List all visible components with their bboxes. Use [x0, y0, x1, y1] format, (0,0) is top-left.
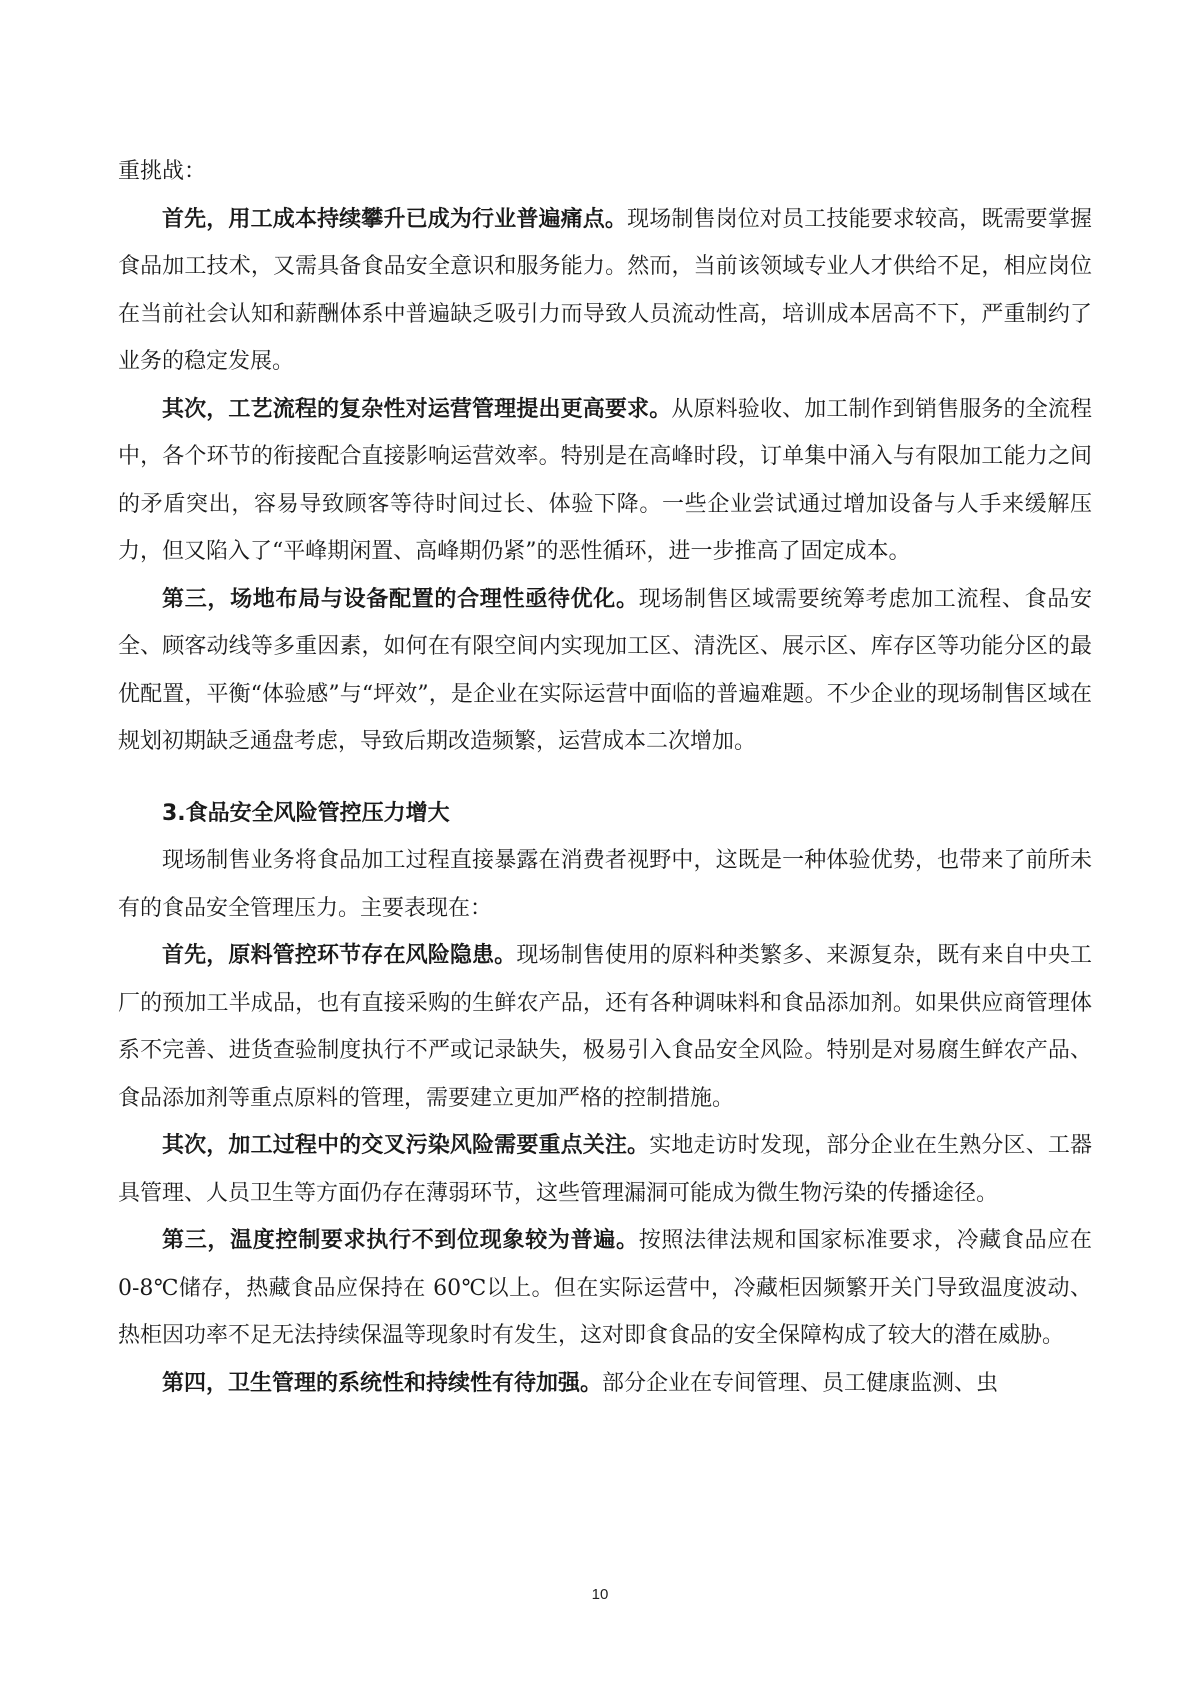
paragraph — [118, 1217, 1092, 1360]
paragraph-text: 现场制售使用的原料种类繁多、来源复杂，既有来自中央工厂的预加工半成品，也有直接采购的生鲜农产品，还有各种调味料和食品添加剂。如果供应商管理体系不完善、进货查验制度执行不严或记录缺失，极易引入食品安全风险。特别是对易腐生鲜农产品、食品添加剂等重点原料的管理，需要建立更加严格的控制措施。 — [118, 943, 1092, 1111]
paragraph-text: 实地走访时发现，部分企业在生熟分区、工器具管理、人员卫生等方面仍存在薄弱环节，这些管理漏洞可能成为微生物污染的传播途径。 — [118, 1133, 1092, 1206]
paragraph — [118, 576, 1092, 766]
paragraph — [118, 1360, 1092, 1408]
paragraph — [118, 148, 1092, 196]
paragraph-lead: 第三，场地布局与设备配置的合理性亟待优化。 — [162, 586, 639, 612]
paragraph — [118, 837, 1092, 932]
paragraph-lead: 其次，工艺流程的复杂性对运营管理提出更高要求。 — [162, 396, 672, 422]
paragraph-text: 按照法律法规和国家标准要求，冷藏食品应在 0-8℃储存，热藏食品应保持在 60℃以上。但在实际运营中，冷藏柜因频繁开关门导致温度波动、热柜因功率不足无法持续保温等现象时有发生，这对即食食品的安全保障构成了较大的潜在威胁。 — [118, 1228, 1092, 1348]
paragraph — [118, 386, 1092, 576]
paragraph — [118, 932, 1092, 1122]
paragraph-lead: 其次，加工过程中的交叉污染风险需要重点关注。 — [162, 1133, 650, 1158]
page-number: 10 — [591, 1586, 609, 1603]
paragraph — [118, 196, 1092, 386]
paragraph-text: 重挑战： — [118, 159, 207, 184]
paragraph-lead: 首先，用工成本持续攀升已成为行业普遍痛点。 — [162, 206, 628, 232]
paragraph-lead: 首先，原料管控环节存在风险隐患。 — [162, 943, 517, 968]
paragraph-lead: 第四，卫生管理的系统性和持续性有待加强。 — [162, 1370, 603, 1396]
paragraph-text: 现场制售区域需要统筹考虑加工流程、食品安全、顾客动线等多重因素，如何在有限空间内实现加工区、清洗区、展示区、库存区等功能分区的最优配置，平衡“体验感”与“坪效”，是企业在实际运营中面临的普遍难题。不少企业的现场制售区域在规划初期缺乏通盘考虑，导致后期改造频繁，运营成本二次增加。 — [118, 586, 1092, 754]
paragraph-lead: 第三，温度控制要求执行不到位现象较为普遍。 — [162, 1228, 639, 1253]
page-content — [118, 148, 1092, 1407]
paragraph — [118, 1122, 1092, 1217]
paragraph-text: 部分企业在专间管理、员工健康监测、虫 — [602, 1370, 999, 1396]
paragraph-text: 现场制售岗位对员工技能要求较高，既需要掌握食品加工技术，又需具备食品安全意识和服务能力。然而，当前该领域专业人才供给不足，相应岗位在当前社会认知和薪酬体系中普遍缺乏吸引力而导致人员流动性高，培训成本居高不下，严重制约了业务的稳定发展。 — [118, 206, 1092, 374]
section-heading: 3.食品安全风险管控压力增大 — [162, 800, 450, 826]
paragraph-text: 从原料验收、加工制作到销售服务的全流程中，各个环节的衔接配合直接影响运营效率。特别是在高峰时段，订单集中涌入与有限加工能力之间的矛盾突出，容易导致顾客等待时间过长、体验下降。一些企业尝试通过增加设备与人手来缓解压力，但又陷入了“平峰期闲置、高峰期仍紧”的恶性循环，进一步推高了固定成本。 — [118, 396, 1092, 564]
paragraph-text: 现场制售业务将食品加工过程直接暴露在消费者视野中，这既是一种体验优势，也带来了前所未有的食品安全管理压力。主要表现在： — [118, 848, 1092, 921]
